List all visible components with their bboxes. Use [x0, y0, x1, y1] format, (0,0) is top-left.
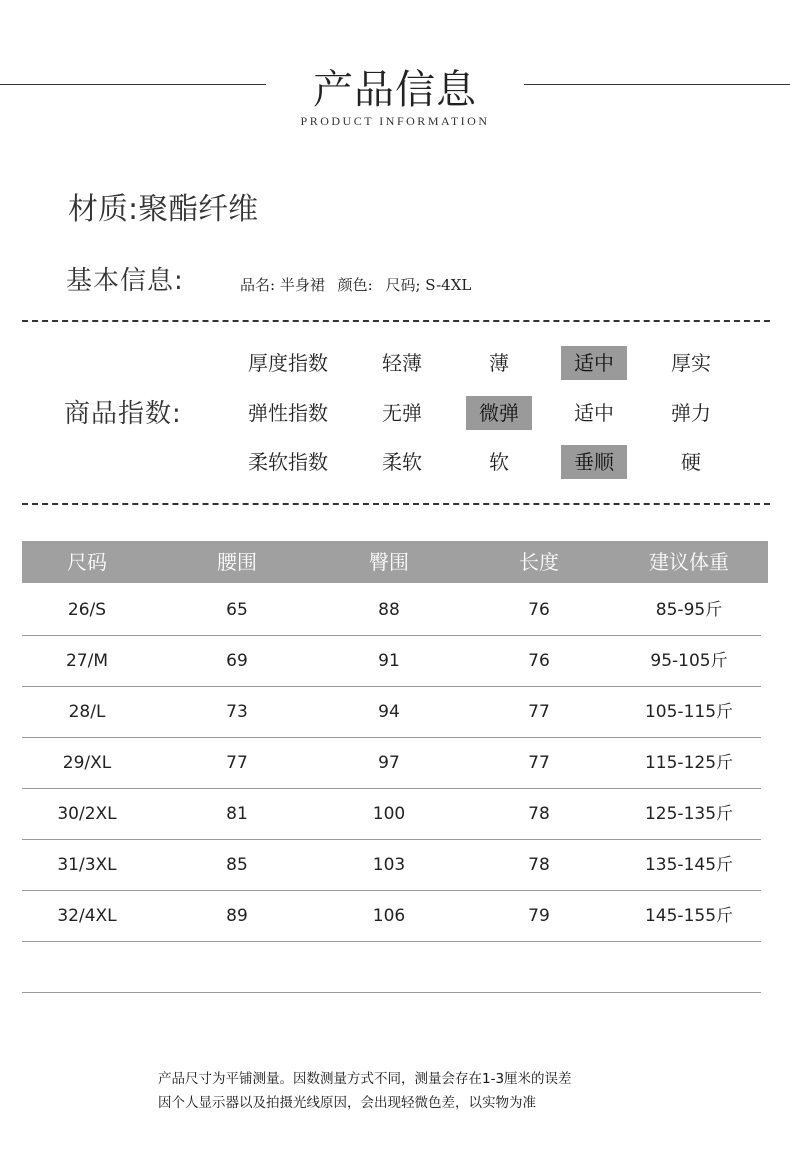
table-cell: 73: [226, 702, 248, 722]
table-cell: 76: [528, 600, 550, 620]
index-option: 微弹: [466, 396, 532, 430]
table-row: [22, 891, 761, 942]
table-row: [22, 636, 761, 687]
index-option: 适中: [561, 346, 627, 380]
table-cell: 81: [226, 804, 248, 824]
table-cell: 97: [378, 753, 400, 773]
index-option: 厚实: [671, 351, 711, 375]
size-table-header: [22, 541, 768, 583]
column-header-length: 长度: [519, 550, 559, 574]
column-header-weight: 建议体重: [649, 550, 729, 574]
table-cell: 28/L: [68, 702, 106, 722]
table-cell: 78: [528, 855, 550, 875]
index-row-thickness: [0, 346, 790, 380]
page-subtitle: PRODUCT INFORMATION: [300, 114, 490, 128]
basic-info-size: 尺码; S-4XL: [385, 276, 472, 294]
index-name: 厚度指数: [248, 351, 328, 375]
page-title: 产品信息: [313, 67, 477, 113]
note-line-1: 产品尺寸为平铺测量。因数测量方式不同，测量会存在1-3厘米的误差: [158, 1071, 572, 1087]
table-cell: 89: [226, 906, 248, 926]
table-cell: 106: [372, 906, 406, 926]
index-option: 垂顺: [561, 445, 627, 479]
table-cell: [624, 942, 754, 992]
table-cell: [324, 942, 454, 992]
table-row: [22, 840, 761, 891]
table-cell: 32/4XL: [57, 906, 117, 926]
table-cell: 103: [372, 855, 406, 875]
table-cell: 135-145斤: [644, 855, 734, 875]
table-cell: 29/XL: [62, 753, 112, 773]
table-cell: 31/3XL: [57, 855, 117, 875]
column-header-hip: 臀围: [369, 550, 409, 574]
table-cell: 27/M: [65, 651, 109, 671]
table-cell: 91: [378, 651, 400, 671]
table-cell: 85: [226, 855, 248, 875]
table-cell: 65: [226, 600, 248, 620]
table-row: [22, 789, 761, 840]
index-option: 柔软: [382, 450, 422, 474]
table-row: [22, 687, 761, 738]
table-cell: 94: [378, 702, 400, 722]
index-option: 适中: [574, 401, 614, 425]
table-cell: 78: [528, 804, 550, 824]
table-cell: 145-155斤: [644, 906, 734, 926]
table-cell: [172, 942, 302, 992]
column-header-waist: 腰围: [217, 550, 257, 574]
table-cell: 100: [372, 804, 406, 824]
table-cell: 125-135斤: [644, 804, 734, 824]
basic-info-label: 基本信息:: [66, 266, 184, 296]
index-option: 无弹: [382, 401, 422, 425]
basic-info-color: 颜色:: [337, 276, 373, 294]
table-cell: [474, 942, 604, 992]
table-cell: 76: [528, 651, 550, 671]
table-cell: 88: [378, 600, 400, 620]
basic-info-values: [240, 274, 479, 295]
table-cell: 30/2XL: [57, 804, 117, 824]
table-cell: [22, 942, 152, 992]
index-option: 软: [489, 450, 509, 474]
divider-top: [22, 320, 770, 322]
column-header-size: 尺码: [67, 550, 107, 574]
index-row-elasticity: [0, 396, 790, 430]
table-cell: 69: [226, 651, 248, 671]
index-option: 薄: [489, 351, 509, 375]
index-name: 柔软指数: [248, 450, 328, 474]
table-cell: 105-115斤: [644, 702, 734, 722]
divider-bottom: [22, 503, 770, 505]
index-option: 轻薄: [382, 351, 422, 375]
table-cell: 77: [226, 753, 248, 773]
material-text: 材质:聚酯纤维: [68, 192, 259, 227]
basic-info-name: 品名: 半身裙: [240, 276, 325, 294]
table-cell: 95-105斤: [650, 651, 728, 671]
table-cell: 26/S: [67, 600, 107, 620]
index-option: 硬: [681, 450, 701, 474]
table-cell: 79: [528, 906, 550, 926]
index-name: 弹性指数: [248, 401, 328, 425]
index-option: 弹力: [671, 401, 711, 425]
product-index-label: 商品指数:: [64, 399, 182, 429]
table-cell: 77: [528, 753, 550, 773]
table-row: [22, 942, 761, 993]
table-row: [22, 738, 761, 789]
index-row-softness: [0, 445, 790, 479]
table-cell: 85-95斤: [655, 600, 723, 620]
table-cell: 115-125斤: [644, 753, 734, 773]
note-line-2: 因个人显示器以及拍摄光线原因，会出现轻微色差，以实物为准: [158, 1095, 536, 1111]
table-cell: 77: [528, 702, 550, 722]
table-row: [22, 585, 761, 636]
